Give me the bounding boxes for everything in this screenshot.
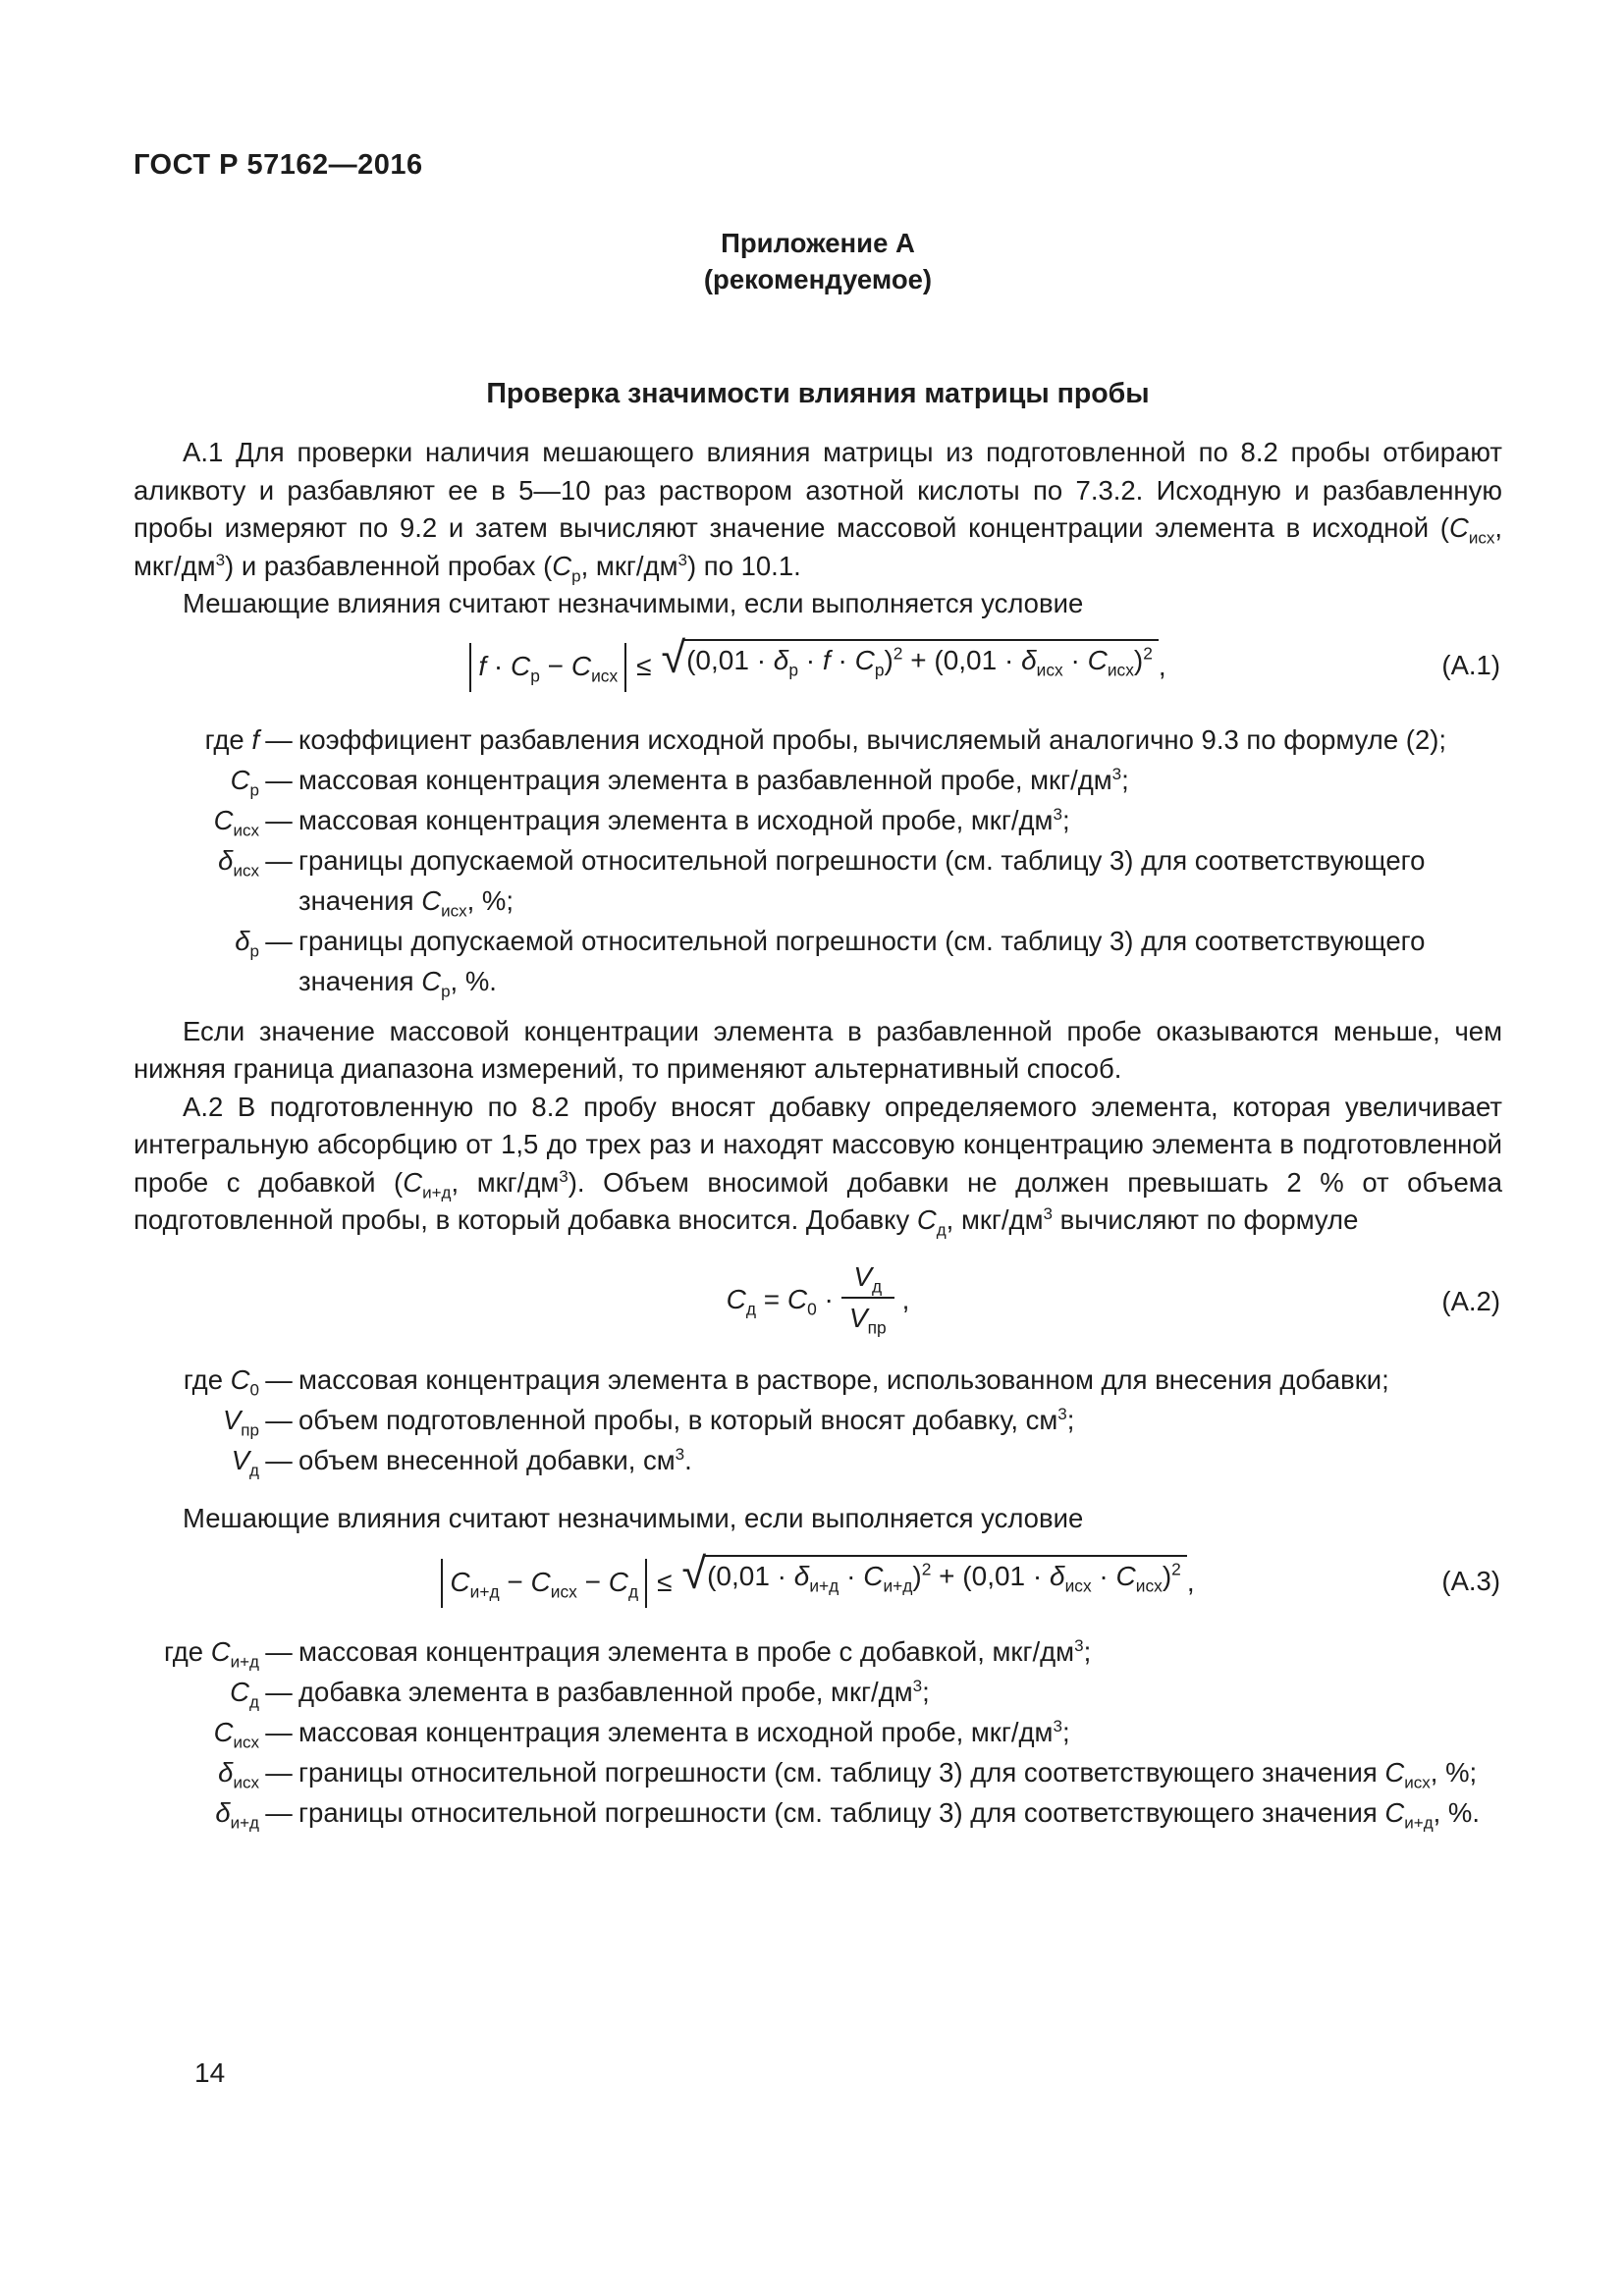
definition-text: границы допускаемой относительной погрешности (см. таблицу 3) для соответствующего значения $C_{исх}$, %; xyxy=(298,844,1426,920)
definition-row xyxy=(134,921,1502,1001)
formula-a1-body xyxy=(469,632,1166,692)
sqrt-group xyxy=(661,632,1159,686)
appendix-note: (рекомендуемое) xyxy=(703,264,933,294)
definition-row xyxy=(134,1400,1502,1440)
definition-term: $C_{исх}$ xyxy=(213,804,259,839)
definition-text: массовая концентрация элемента в пробе с добавкой, мкг/$дм^3$; xyxy=(298,1635,1092,1667)
definition-term: $\delta_{исх}$ xyxy=(218,1757,259,1792)
page-title: Проверка значимости влияния матрицы пробы xyxy=(486,378,1150,409)
definition-dash: — xyxy=(265,1677,293,1707)
definition-text: объем подготовленной пробы, в который вносят добавку, $см^3$; xyxy=(298,1404,1075,1435)
definition-term: $C_д$ xyxy=(230,1677,259,1712)
definition-dash: — xyxy=(265,925,293,956)
radical-icon: √ xyxy=(661,632,686,682)
formula-a1 xyxy=(134,632,1502,692)
radicand: $(0,01 \cdot \delta_{и+д} \cdot C_{и+д})^2 + (0,01 \cdot \delta_{исх} \cdot C_{исх})^2$ xyxy=(703,1555,1187,1602)
definition-dash: — xyxy=(265,1444,293,1475)
definition-term: $C_{исх}$ xyxy=(213,1717,259,1752)
definition-row xyxy=(134,1672,1502,1712)
page-number: 14 xyxy=(194,2057,226,2088)
condition-a2: Мешающие влияния считают незначимыми, если выполняется условие xyxy=(183,1502,1084,1533)
radicand: $(0,01 \cdot \delta_р \cdot f \cdot C_р)^2 + (0,01 \cdot \delta_{исх} \cdot C_{исх})^2$ xyxy=(682,639,1159,686)
paragraph-a2: А.2 В подготовленную по 8.2 пробу вносят добавку определяемого элемента, которая увеличивает интегральную абсорбцию от 1,5 до трех раз и находят массовую концентрацию элемента в подготовленной пробе с добавкой ($C_{и+д}$, мкг/$дм^3$). Объем вносимой добавки не должен превышать 2 % от объема подготовленной пробы, в который добавка вносится. Добавку $C_д$, мкг/$дм^3$ вычисляют по формуле xyxy=(134,1091,1502,1240)
definition-text: добавка элемента в разбавленной пробе, мкг/$дм^3$; xyxy=(298,1676,930,1707)
definition-row xyxy=(134,760,1502,800)
radical-icon: √ xyxy=(681,1549,707,1598)
definition-dash: — xyxy=(265,1797,293,1828)
less-equal-sign: ≤ xyxy=(657,1567,673,1597)
formula-a2-body xyxy=(726,1260,910,1338)
abs-group: $C_{и+д} - C_{исх} - C_д$ xyxy=(441,1559,647,1608)
definition-text: массовая концентрация элемента в исходной пробе, мкг/$дм^3$; xyxy=(298,804,1070,835)
equation-number-a2: (А.2) xyxy=(1441,1285,1500,1316)
paragraph-alternative: Если значение массовой концентрации элемента в разбавленной пробе оказываются меньше, чем нижняя граница диапазона измерений, то применяют альтернативный способ. xyxy=(134,1015,1502,1084)
formula-a3-body xyxy=(441,1549,1195,1608)
definition-row xyxy=(134,1360,1502,1400)
definition-text: объем внесенной добавки, $см^3$. xyxy=(298,1444,692,1475)
fraction-denominator: $V_{пр}$ xyxy=(848,1302,887,1338)
definition-text: массовая концентрация элемента в растворе, использованном для внесения добавки; xyxy=(298,1363,1389,1395)
definition-dash: — xyxy=(265,1757,293,1788)
appendix-label: Приложение А xyxy=(721,228,915,258)
definition-row xyxy=(134,800,1502,840)
formula-tail: , xyxy=(1186,1567,1195,1597)
less-equal-sign: ≤ xyxy=(636,650,652,681)
definition-row xyxy=(134,1752,1502,1792)
formula-a2 xyxy=(134,1260,1502,1338)
definition-dash: — xyxy=(265,723,293,755)
definition-text: границы относительной погрешности (см. таблицу 3) для соответствующего значения $C_{исх}$, %; xyxy=(298,1757,1478,1792)
definition-dash: — xyxy=(265,764,293,795)
abs-group: $f \cdot C_р - C_{исх}$ xyxy=(469,643,626,692)
definition-row xyxy=(134,1440,1502,1480)
definition-dash: — xyxy=(265,1636,293,1667)
definition-text: границы допускаемой относительной погрешности (см. таблицу 3) для соответствующего значения $C_р$, %. xyxy=(298,925,1426,1000)
definitions-list-a1 xyxy=(134,720,1502,1001)
paragraph-a1: А.1 Для проверки наличия мешающего влияния матрицы из подготовленной по 8.2 пробы отбирают аликвоту и разбавляют ее в 5—10 раз раствором азотной кислоты по 7.3.2. Исходную и разбавленную пробы измеряют по 9.2 и затем вычисляют значение массовой концентрации элемента в исходной ($C_{исх}$, мкг/$дм^3$) и разбавленной пробах ($C_р$, мкг/$дм^3$) по 10.1. xyxy=(134,437,1502,585)
condition-a1: Мешающие влияния считают незначимыми, если выполняется условие xyxy=(183,588,1084,618)
definitions-list-a2 xyxy=(134,1360,1502,1480)
definition-text: границы относительной погрешности (см. таблицу 3) для соответствующего значения $C_{и+д}$, %. xyxy=(298,1797,1481,1833)
formula-lhs: $C_д = C_0$ · xyxy=(726,1283,834,1319)
definition-dash: — xyxy=(265,1363,293,1395)
equation-number-a1: (А.1) xyxy=(1441,649,1500,680)
definition-dash: — xyxy=(265,1717,293,1747)
definition-text: массовая концентрация элемента в разбавленной пробе, мкг/$дм^3$; xyxy=(298,764,1129,795)
definition-row xyxy=(134,720,1502,760)
definition-row xyxy=(134,1792,1502,1833)
definition-dash: — xyxy=(265,1404,293,1435)
definition-row xyxy=(134,1712,1502,1752)
definition-term: где $C_{и+д}$ xyxy=(163,1636,259,1672)
equation-number-a3: (А.3) xyxy=(1441,1566,1500,1596)
formula-tail: , xyxy=(901,1283,910,1314)
definition-term: $V_{пр}$ xyxy=(222,1404,259,1439)
appendix-heading xyxy=(134,225,1502,297)
definitions-list-a3 xyxy=(134,1631,1502,1833)
definition-row xyxy=(134,1631,1502,1672)
doc-number: ГОСТ Р 57162—2016 xyxy=(134,149,423,181)
fraction xyxy=(841,1260,894,1338)
definition-row xyxy=(134,840,1502,921)
definition-dash: — xyxy=(265,844,293,876)
definition-term: $\delta_{исх}$ xyxy=(218,844,259,880)
definition-term: где $C_0$ xyxy=(183,1363,259,1399)
formula-a3 xyxy=(134,1549,1502,1608)
definition-text: массовая концентрация элемента в исходной пробе, мкг/$дм^3$; xyxy=(298,1716,1070,1747)
definition-term: $\delta_{и+д}$ xyxy=(215,1797,259,1833)
sqrt-group xyxy=(681,1549,1186,1602)
definition-term: $C_р$ xyxy=(230,764,259,799)
fraction-numerator: $V_д$ xyxy=(841,1261,894,1299)
definition-term: $V_д$ xyxy=(231,1444,259,1479)
formula-tail: , xyxy=(1158,650,1166,681)
definition-dash: — xyxy=(265,804,293,835)
definition-term: где f xyxy=(204,723,259,755)
definition-term: $\delta_р$ xyxy=(235,925,259,960)
definition-text: коэффициент разбавления исходной пробы, вычисляемый аналогично 9.3 по формуле (2); xyxy=(298,723,1447,755)
